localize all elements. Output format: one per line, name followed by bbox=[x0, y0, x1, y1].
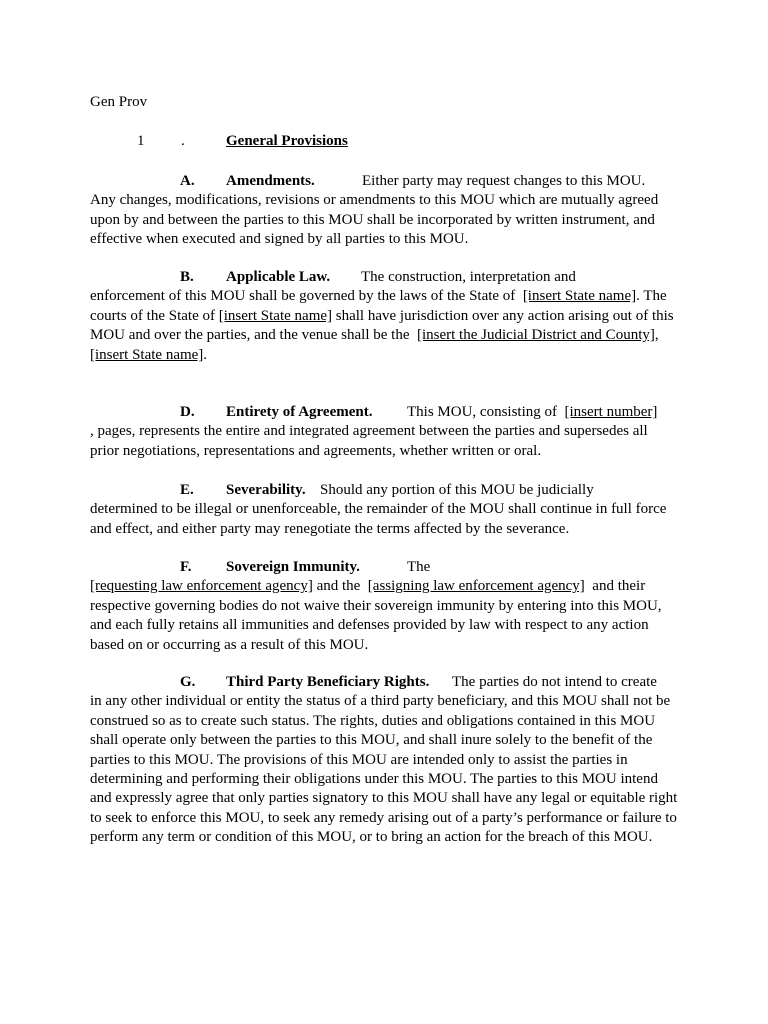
provision-title: Applicable Law. bbox=[226, 269, 331, 285]
provision-body-text: enforcement of this MOU shall be governed by the laws of the State of bbox=[90, 288, 516, 305]
placeholder-state-name: [insert State name] bbox=[522, 288, 637, 305]
provision-body: determined to be illegal or unenforceable, the remainder of the MOU shall continue in full force and effect, and either party may renegotiate the terms affected by the severance. bbox=[90, 501, 667, 537]
provision-first-line bbox=[90, 558, 680, 577]
provision-sovereign-immunity bbox=[90, 558, 680, 655]
heading-title: General Provisions bbox=[226, 133, 348, 149]
provision-body-text: and the bbox=[316, 578, 361, 595]
provision-applicable-law bbox=[90, 268, 680, 365]
provision-amendments bbox=[90, 172, 680, 250]
provision-body bbox=[90, 577, 680, 655]
running-header: Gen Prov bbox=[90, 94, 148, 110]
provision-letter: D. bbox=[180, 404, 195, 420]
provision-body: Any changes, modifications, revisions or amendments to this MOU which are mutually agreed upon by and between the parties to this MOU shall be incorporated by written instrument, and effective when executed and signed by all parties to this MOU. bbox=[90, 192, 659, 248]
provision-intro-text: The bbox=[407, 559, 431, 575]
provision-title: Severability. bbox=[226, 482, 306, 498]
provision-intro-text: The construction, interpretation and bbox=[361, 269, 576, 285]
placeholder-state-name: [insert State name] bbox=[90, 346, 204, 363]
provision-intro-text: Should any portion of this MOU be judicially bbox=[320, 482, 594, 498]
placeholder-page-number: [insert number] bbox=[564, 404, 658, 420]
provision-body bbox=[90, 287, 680, 365]
provision-first-line bbox=[90, 481, 680, 500]
provision-title: Amendments. bbox=[226, 173, 315, 189]
provision-body-text: . The courts of the State of bbox=[90, 288, 667, 324]
provision-intro-text bbox=[407, 403, 657, 422]
provision-intro-words: This MOU, consisting of bbox=[407, 404, 557, 420]
provision-body-text: and their respective governing bodies do not waive their sovereign immunity by entering into this MOU, and each fully retains all immunities and defenses provided by law with respect to any action based on or occurring as a result of this MOU. bbox=[90, 578, 662, 653]
provision-intro-text: The parties do not intend to create bbox=[452, 674, 657, 690]
provision-letter: A. bbox=[180, 173, 195, 189]
provision-entirety-of-agreement bbox=[90, 403, 680, 461]
provision-letter: B. bbox=[180, 269, 194, 285]
provision-intro-text: Either party may request changes to this MOU. bbox=[362, 173, 646, 189]
provision-body: in any other individual or entity the status of a third party beneficiary, and this MOU shall not be construed so as to create such status. The rights, duties and obligations contained in this MOU shall operate only between the parties to this MOU, and shall inure solely to the benefit of the parties to this MOU. The provisions of this MOU are intended only to assist the parties in determining and performing their obligations under this MOU. The parties to this MOU intend and expressly agree that only parties signatory to this MOU shall have any legal or equitable right to seek to enforce this MOU, to seek any remedy arising out of a party’s performance or failure to perform any term or condition of this MOU, or to bring an action for the breach of this MOU. bbox=[90, 693, 678, 846]
heading-number: 1 bbox=[137, 133, 145, 149]
provision-title: Third Party Beneficiary Rights. bbox=[226, 674, 430, 690]
placeholder-state-name: [insert State name] bbox=[218, 307, 333, 324]
section-heading bbox=[0, 133, 768, 153]
provision-body-text: , bbox=[654, 327, 659, 344]
provision-body-text: shall have jurisdiction over any action arising out of this MOU and over the parties, and the venue shall be the bbox=[90, 307, 674, 344]
provision-first-line bbox=[90, 268, 680, 287]
provision-first-line bbox=[90, 172, 680, 191]
provision-letter: F. bbox=[180, 559, 192, 575]
placeholder-judicial-district: [insert the Judicial District and County] bbox=[416, 327, 655, 344]
provision-body: , pages, represents the entire and integrated agreement between the parties and supersedes all prior negotiations, representations and agreements, whether written or oral. bbox=[90, 423, 648, 459]
provision-letter: G. bbox=[180, 674, 196, 690]
placeholder-requesting-agency: [requesting law enforcement agency] bbox=[90, 578, 313, 595]
provision-title: Entirety of Agreement. bbox=[226, 404, 373, 420]
provision-third-party-beneficiary bbox=[90, 673, 680, 848]
provision-body-text: . bbox=[203, 346, 208, 363]
provision-first-line bbox=[90, 403, 680, 422]
provision-first-line bbox=[90, 673, 680, 692]
placeholder-assigning-agency: [assigning law enforcement agency] bbox=[367, 578, 585, 595]
provision-title: Sovereign Immunity. bbox=[226, 559, 360, 575]
provision-severability bbox=[90, 481, 680, 539]
heading-dot: . bbox=[181, 133, 185, 149]
provision-letter: E. bbox=[180, 482, 194, 498]
